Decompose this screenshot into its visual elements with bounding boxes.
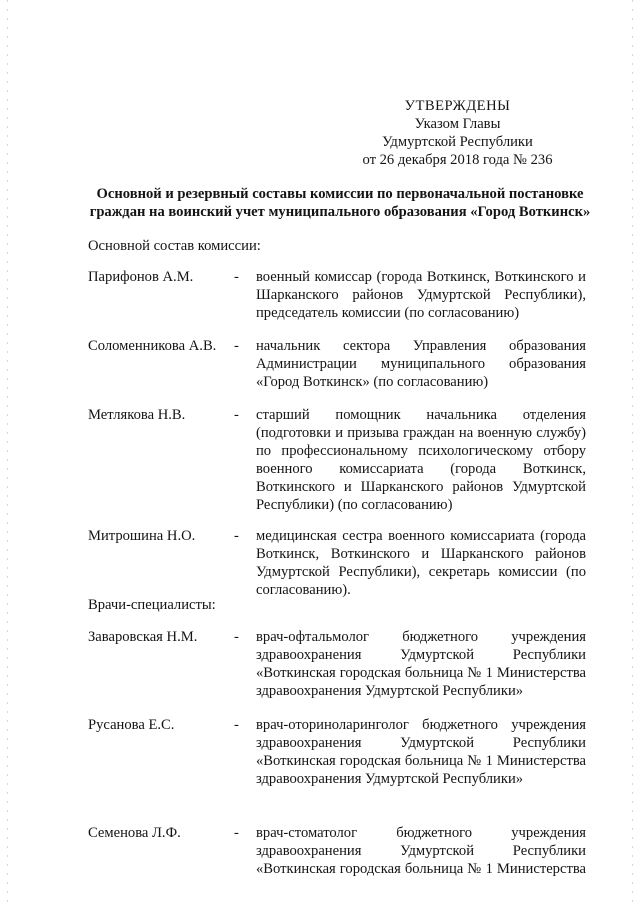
position-line: «Воткинская городская больница № 1 Министерства	[256, 861, 586, 877]
approval-block	[340, 97, 575, 169]
position-line: Воткинского и Шарканского районов Удмуртской	[256, 479, 586, 495]
entry-dash: -	[234, 528, 239, 544]
member-position	[256, 268, 586, 322]
position-line: здравоохранения Удмуртской Республики	[256, 647, 586, 663]
position-line: Администрации муниципального образования	[256, 356, 586, 372]
doctor-position	[256, 824, 586, 878]
entry-dash: -	[234, 269, 239, 285]
scan-edge-mark-right	[632, 0, 633, 905]
position-line: Удмуртской Республики), секретарь комиссии (по	[256, 564, 586, 580]
position-line: «Воткинская городская больница № 1 Министерства	[256, 753, 586, 769]
member-position	[256, 406, 586, 514]
position-line: начальник сектора Управления образования	[256, 338, 586, 354]
position-line: военного комиссариата (города Воткинск,	[256, 461, 586, 477]
doctor-name: Заваровская Н.М.	[88, 629, 198, 645]
approval-date: от 26 декабря 2018 года № 236	[362, 152, 553, 168]
member-name: Соломенникова А.В.	[88, 338, 217, 354]
title-line-1: Основной и резервный составы комиссии по первоначальной постановке	[96, 186, 584, 202]
position-line: «Воткинская городская больница № 1 Министерства	[256, 665, 586, 681]
position-line: (подготовки и призыва граждан на военную службу)	[256, 425, 586, 441]
position-line: военный комиссар (города Воткинск, Воткинского и	[256, 269, 586, 285]
position-line: Воткинск, Воткинского и Шарканского районов	[256, 546, 586, 562]
approval-decree: Указом Главы	[414, 116, 501, 132]
doctor-position	[256, 628, 586, 700]
position-line: Республики) (по согласованию)	[256, 497, 453, 513]
entry-dash: -	[234, 825, 239, 841]
document-title	[80, 185, 600, 221]
member-name: Митрошина Н.О.	[88, 528, 196, 544]
position-line: старший помощник начальника отделения	[256, 407, 586, 423]
position-line: здравоохранения Удмуртской Республики»	[256, 771, 524, 787]
position-line: председатель комиссии (по согласованию)	[256, 305, 520, 321]
main-composition-label: Основной состав комиссии:	[88, 238, 261, 254]
position-line: врач-оториноларинголог бюджетного учреждения	[256, 717, 586, 733]
position-line: «Город Воткинск» (по согласованию)	[256, 374, 489, 390]
position-line: медицинская сестра военного комиссариата (города	[256, 528, 586, 544]
member-position	[256, 527, 586, 599]
entry-dash: -	[234, 338, 239, 354]
entry-dash: -	[234, 717, 239, 733]
member-name: Метлякова Н.В.	[88, 407, 186, 423]
position-line: врач-стоматолог бюджетного учреждения	[256, 825, 586, 841]
entry-dash: -	[234, 407, 239, 423]
member-position	[256, 337, 586, 391]
position-line: здравоохранения Удмуртской Республики	[256, 843, 586, 859]
entry-dash: -	[234, 629, 239, 645]
doctors-label: Врачи-специалисты:	[88, 597, 216, 613]
position-line: Шарканского районов Удмуртской Республики),	[256, 287, 586, 303]
approval-heading: УТВЕРЖДЕНЫ	[404, 98, 511, 114]
position-line: врач-офтальмолог бюджетного учреждения	[256, 629, 586, 645]
position-line: согласованию).	[256, 582, 351, 598]
doctor-name: Русанова Е.С.	[88, 717, 175, 733]
member-name: Парифонов А.М.	[88, 269, 194, 285]
scan-edge-mark-left	[7, 0, 8, 905]
doctor-name: Семенова Л.Ф.	[88, 825, 181, 841]
position-line: здравоохранения Удмуртской Республики»	[256, 683, 524, 699]
doctor-position	[256, 716, 586, 788]
position-line: по профессиональному психологическому отбору	[256, 443, 586, 459]
title-line-2: граждан на воинский учет муниципального образования «Город Воткинск»	[89, 204, 591, 220]
approval-authority: Удмуртской Республики	[382, 134, 533, 150]
position-line: здравоохранения Удмуртской Республики	[256, 735, 586, 751]
